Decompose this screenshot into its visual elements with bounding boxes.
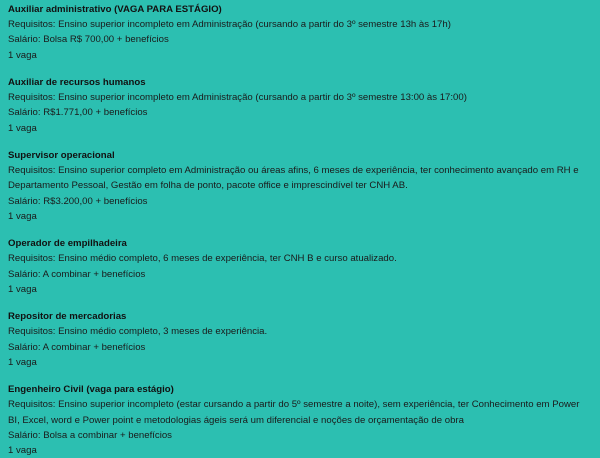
job-listing: [8, 2, 600, 63]
job-listing: [8, 382, 600, 458]
job-salary: Salário: Bolsa a combinar + benefícios: [8, 429, 172, 441]
job-vacancies: 1 vaga: [8, 283, 37, 295]
job-title: Auxiliar de recursos humanos: [8, 77, 146, 88]
job-salary: Salário: Bolsa R$ 700,00 + benefícios: [8, 34, 169, 46]
job-title: Operador de empilhadeira: [8, 238, 127, 250]
job-requirements: Requisitos: Ensino superior incompleto em Administração (cursando a partir do 3º semestre 13:00 às 17:00): [8, 92, 467, 104]
job-title: Repositor de mercadorias: [8, 311, 127, 323]
job-requirements: Requisitos: Ensino superior completo em Administração ou áreas afins, 6 meses de experiência, ter conhecimento avançado em RH e Departamento Pessoal, Gestão em folha de ponto, pacote office e imprescindível ter CNH AB.: [8, 165, 579, 192]
job-listing: [8, 75, 600, 136]
job-requirements: Requisitos: Ensino médio completo, 6 meses de experiência, ter CNH B e curso atualizado.: [8, 253, 397, 265]
job-salary: Salário: A combinar + benefícios: [8, 268, 146, 280]
job-vacancies: 1 vaga: [8, 445, 37, 457]
job-salary: Salário: R$3.200,00 + benefícios: [8, 195, 148, 207]
job-title: Auxiliar administrativo (VAGA PARA ESTÁGIO): [8, 4, 222, 15]
job-vacancies: 1 vaga: [8, 356, 37, 368]
job-title: Engenheiro Civil (vaga para estágio): [8, 384, 174, 396]
job-vacancies: 1 vaga: [8, 49, 37, 61]
job-listing: [8, 148, 600, 224]
job-listing: [8, 236, 600, 297]
job-salary: Salário: R$1.771,00 + benefícios: [8, 107, 148, 119]
job-requirements: Requisitos: Ensino superior incompleto (estar cursando a partir do 5º semestre a noite), sem experiência, ter Conhecimento em Power BI, Excel, word e Power point e metodologias ágeis será um diferencial e noções de orçamentação de obra: [8, 399, 580, 426]
job-vacancies: 1 vaga: [8, 210, 37, 222]
job-requirements: Requisitos: Ensino superior incompleto em Administração (cursando a partir do 3º semestre 13h às 17h): [8, 19, 451, 31]
job-title: Supervisor operacional: [8, 150, 115, 161]
job-salary: Salário: A combinar + benefícios: [8, 341, 146, 353]
job-vacancies: 1 vaga: [8, 122, 37, 134]
job-listing: [8, 309, 600, 370]
job-requirements: Requisitos: Ensino médio completo, 3 meses de experiência.: [8, 326, 268, 338]
